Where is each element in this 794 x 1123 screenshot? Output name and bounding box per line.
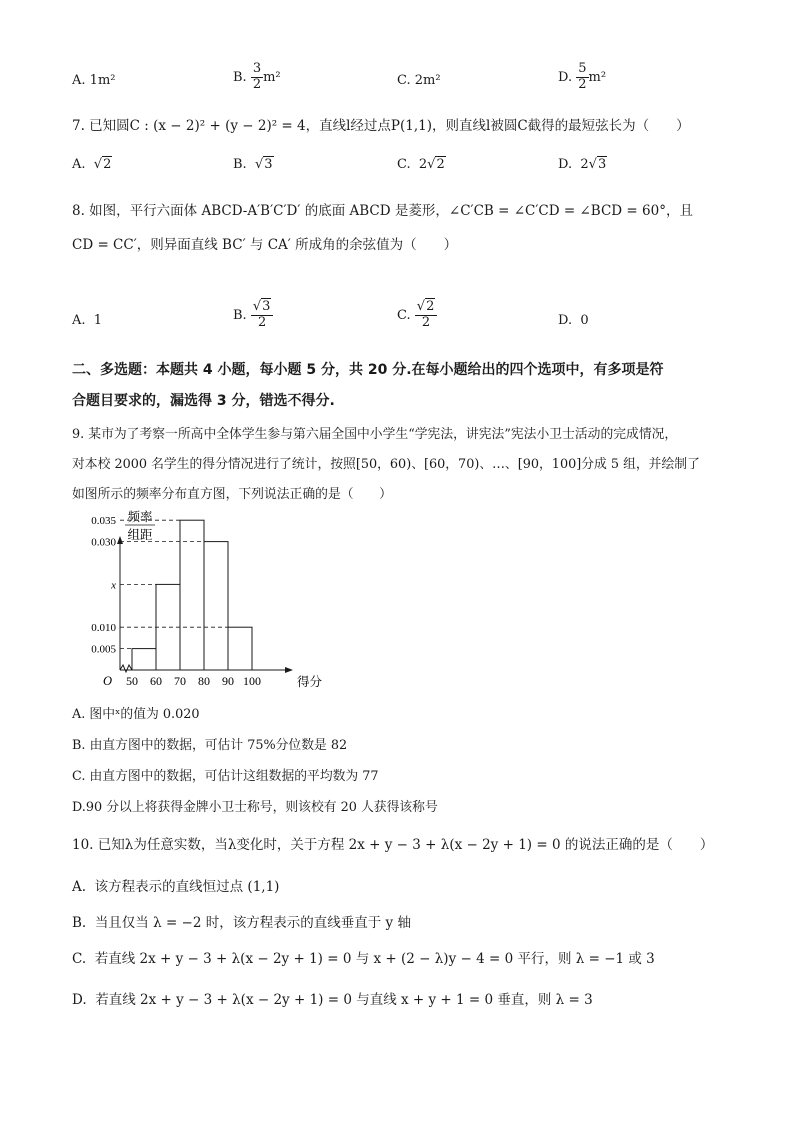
y-tick-label-3: 0.010: [91, 622, 116, 635]
y-axis-arrow: [117, 536, 123, 544]
x-axis-arrow: [285, 667, 293, 673]
q7-text: 7. 已知圆C : (x − 2)² + (y − 2)² = 4，直线l经过点P(1,1)，则直线l被圆C截得的最短弦长为（ ）: [72, 118, 690, 134]
q10-option-a: A. 该方程表示的直线恒过点 (1,1): [72, 879, 280, 895]
bar-2: [180, 520, 204, 670]
q10-text: 10. 已知λ为任意实数，当λ变化时，关于方程 2x + y − 3 + λ(x − 2y + 1) = 0 的说法正确的是（ ）: [72, 837, 714, 853]
y-tick-label-0: 0.035: [91, 515, 116, 528]
bar-0: [132, 649, 156, 670]
y-tick-label-1: 0.030: [91, 536, 116, 549]
q6-option-c: C. 2m²: [397, 73, 441, 88]
x-tick-label-3: 80: [198, 674, 210, 688]
q6-option-b: B. $\frac{3}{2}$ m²: [233, 61, 281, 92]
chart-root: [91, 509, 322, 689]
x-tick-label-0: 50: [126, 674, 138, 688]
origin-label: O: [103, 674, 113, 688]
q6-option-d: D. $\frac{5}{2}$ m²: [558, 61, 607, 92]
q8-option-a: A. 1: [72, 313, 103, 328]
y-label-denominator: 组距: [127, 528, 153, 542]
q8-option-d: D. 0: [558, 313, 589, 328]
histogram-chart: [75, 505, 325, 695]
q8-option-b: B. $\frac{√3}{2}$: [233, 300, 273, 331]
q10-option-d: D. 若直线 2x + y − 3 + λ(x − 2y + 1) = 0 与直线 x + y + 1 = 0 垂直，则 λ = 3: [72, 992, 593, 1008]
section2-line1: 二、多选题：本题共 4 小题，每小题 5 分，共 20 分.在每小题给出的四个选项中，有多项是符: [72, 362, 664, 378]
x-tick-label-2: 70: [174, 674, 186, 688]
q8-line1: 8. 如图，平行六面体 ABCD-A′B′C′D′ 的底面 ABCD 是菱形，∠C′CB = ∠C′CD = ∠BCD = 60°，且: [72, 203, 693, 219]
q7-option-d: D. 2√3: [558, 157, 607, 172]
bar-3: [204, 542, 228, 670]
q10-option-c: C. 若直线 2x + y − 3 + λ(x − 2y + 1) = 0 与 x + (2 − λ)y − 4 = 0 平行，则 λ = −1 或 3: [72, 951, 655, 967]
q9-option-c: C. 由直方图中的数据，可估计这组数据的平均数为 77: [72, 769, 379, 784]
bar-4: [228, 627, 252, 670]
q8-option-c: C. $\frac{√2}{2}$: [397, 300, 437, 331]
y-tick-label-2: x: [111, 579, 116, 592]
q6-option-a: A. 1m²: [72, 73, 116, 88]
q10-option-b: B. 当且仅当 λ = −2 时，该方程表示的直线垂直于 y 轴: [72, 915, 411, 931]
q9-line3: 如图所示的频率分布直方图，下列说法正确的是（ ）: [72, 487, 392, 502]
q9-line1: 9. 某市为了考察一所高中全体学生参与第六届全国中小学生“学宪法，讲宪法”宪法小卫士活动的完成情况，: [72, 427, 678, 442]
y-label-numerator: 频率: [127, 510, 153, 524]
axis-break: [120, 665, 132, 672]
q7-option-c: C. 2√2: [397, 157, 445, 172]
q7-option-a: A. √2: [72, 157, 112, 172]
x-tick-label-5: 100: [243, 674, 261, 688]
q9-option-a: A. 图中ˣ的值为 0.020: [72, 707, 200, 722]
q9-line2: 对本校 2000 名学生的得分情况进行了统计，按照[50，60)、[60，70)、…、[90，100]分成 5 组，并绘制了: [72, 457, 700, 472]
x-tick-label-1: 60: [150, 674, 162, 688]
y-tick-label-4: 0.005: [91, 643, 116, 656]
q9-option-d: D.90 分以上将获得金牌小卫士称号，则该校有 20 人获得该称号: [72, 800, 438, 815]
section2-line2: 合题目要求的，漏选得 3 分，错选不得分.: [72, 393, 335, 409]
q7-option-b: B. √3: [233, 157, 273, 172]
q8-line2: CD = CC′，则异面直线 BC′ 与 CA′ 所成角的余弦值为（ ）: [72, 237, 458, 253]
x-tick-label-4: 90: [222, 674, 234, 688]
q9-option-b: B. 由直方图中的数据，可估计 75%分位数是 82: [72, 738, 348, 753]
x-axis-label: 得分: [297, 675, 323, 689]
